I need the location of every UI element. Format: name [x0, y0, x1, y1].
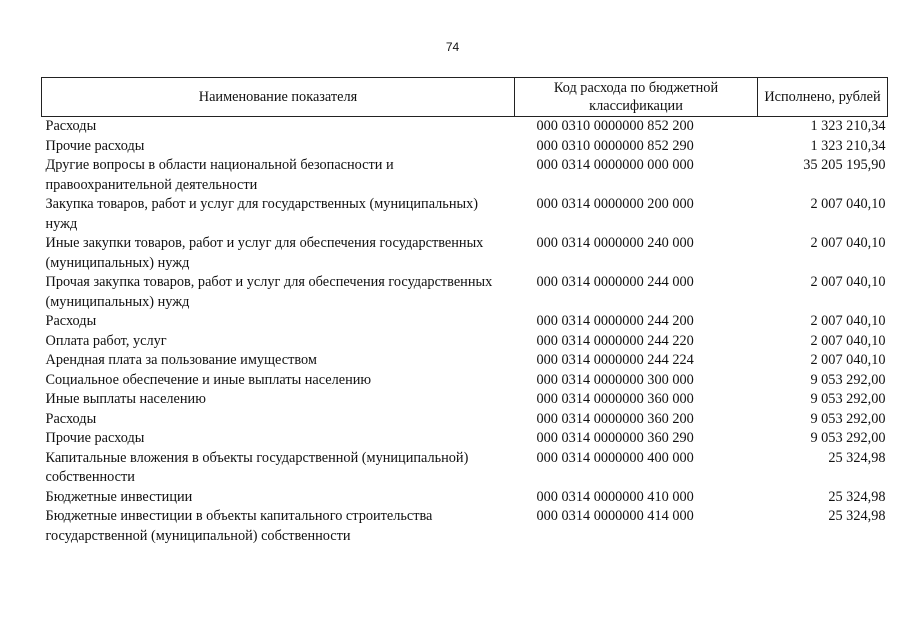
executed-amount-cell: 35 205 195,90: [803, 157, 886, 173]
executed-amount-cell: 1 323 210,34: [810, 137, 886, 154]
executed-amount-cell: 2 007 040,10: [810, 332, 886, 349]
header-indicator-name: Наименование показателя: [42, 78, 515, 117]
indicator-name-cell: Прочие расходы: [45, 137, 145, 154]
table-row: [42, 332, 888, 352]
header-row: [42, 78, 888, 117]
indicator-name-cell: Прочие расходы: [45, 430, 145, 446]
budget-code-cell: 000 0314 0000000 000 000: [536, 157, 694, 173]
executed-amount-cell: 9 053 292,00: [810, 430, 886, 446]
executed-amount-cell: 2 007 040,10: [810, 313, 886, 329]
indicator-name-cell: Бюджетные инвестиции: [45, 488, 193, 505]
executed-amount-cell: 25 324,98: [828, 488, 886, 505]
table-row: [42, 488, 888, 508]
budget-code-cell: 000 0314 0000000 200 000: [536, 196, 694, 212]
table-row: [42, 117, 888, 137]
table-row: [42, 507, 888, 546]
budget-code-cell: 000 0314 0000000 244 220: [536, 332, 694, 349]
indicator-name-cell: Расходы: [45, 410, 97, 427]
executed-amount-cell: 2 007 040,10: [810, 274, 886, 290]
budget-code-cell: 000 0314 0000000 300 000: [536, 371, 694, 388]
budget-code-cell: 000 0314 0000000 244 200: [536, 313, 694, 329]
header-executed-amount: Исполнено, рублей: [758, 78, 888, 117]
executed-amount-cell: 2 007 040,10: [810, 352, 886, 368]
budget-code-cell: 000 0314 0000000 244 224: [536, 352, 694, 368]
budget-code-cell: 000 0314 0000000 400 000: [536, 449, 694, 466]
executed-amount-cell: 25 324,98: [828, 508, 886, 524]
indicator-name-cell: Оплата работ, услуг: [45, 332, 167, 349]
table-row: [42, 156, 888, 195]
table-header: [42, 78, 888, 117]
executed-amount-cell: 9 053 292,00: [810, 410, 886, 427]
table-row: [42, 429, 888, 449]
budget-code-cell: 000 0314 0000000 240 000: [536, 235, 694, 251]
indicator-name-cell: Иные выплаты населению: [45, 391, 206, 407]
table-row: [42, 390, 888, 410]
indicator-name-cell: Арендная плата за пользование имуществом: [45, 352, 317, 368]
budget-code-cell: 000 0314 0000000 410 000: [536, 488, 694, 505]
budget-code-cell: 000 0310 0000000 852 200: [536, 118, 694, 134]
indicator-name-cell: Другие вопросы в области национальной безопасности и правоохранительной деятельности: [45, 157, 394, 193]
indicator-name-cell: Прочая закупка товаров, работ и услуг для обеспечения государственных (муниципальных) нужд: [45, 274, 493, 310]
table-row: [42, 273, 888, 312]
indicator-name-cell: Иные закупки товаров, работ и услуг для обеспечения государственных (муниципальных) нужд: [45, 235, 484, 271]
header-budget-code: Код расхода по бюджетной классификации: [515, 78, 758, 117]
budget-code-cell: 000 0314 0000000 360 290: [536, 430, 694, 446]
table-row: [42, 312, 888, 332]
table-row: [42, 234, 888, 273]
table-row: [42, 449, 888, 488]
expenditure-table: [41, 77, 888, 546]
page-number: 74: [445, 40, 460, 54]
budget-code-cell: 000 0310 0000000 852 290: [536, 137, 694, 154]
budget-code-cell: 000 0314 0000000 360 200: [536, 410, 694, 427]
table-row: [42, 195, 888, 234]
executed-amount-cell: 2 007 040,10: [810, 235, 886, 251]
indicator-name-cell: Расходы: [45, 118, 97, 134]
budget-code-cell: 000 0314 0000000 414 000: [536, 508, 694, 524]
executed-amount-cell: 25 324,98: [828, 449, 886, 466]
budget-code-cell: 000 0314 0000000 360 000: [536, 391, 694, 407]
executed-amount-cell: 1 323 210,34: [810, 118, 886, 134]
executed-amount-cell: 2 007 040,10: [810, 196, 886, 212]
indicator-name-cell: Социальное обеспечение и иные выплаты населению: [45, 371, 372, 388]
indicator-name-cell: Закупка товаров, работ и услуг для государственных (муниципальных) нужд: [45, 196, 478, 232]
indicator-name-cell: Капитальные вложения в объекты государственной (муниципальной) собственности: [45, 449, 469, 485]
table-row: [42, 371, 888, 391]
table-row: [42, 410, 888, 430]
indicator-name-cell: Бюджетные инвестиции в объекты капитального строительства государственной (муниципальной) собственности: [45, 508, 433, 544]
indicator-name-cell: Расходы: [45, 313, 97, 329]
table-row: [42, 137, 888, 157]
table-body: [42, 117, 888, 547]
budget-code-cell: 000 0314 0000000 244 000: [536, 274, 694, 290]
table-row: [42, 351, 888, 371]
executed-amount-cell: 9 053 292,00: [810, 371, 886, 388]
executed-amount-cell: 9 053 292,00: [810, 391, 886, 407]
